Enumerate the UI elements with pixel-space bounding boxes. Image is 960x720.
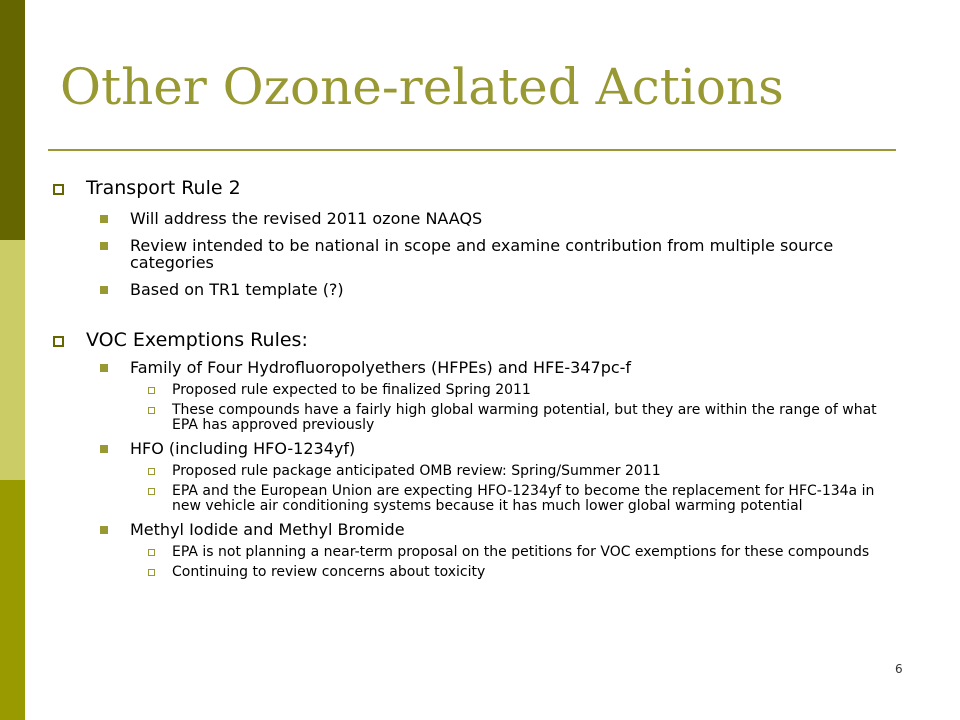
filled-square-bullet-icon (100, 242, 108, 250)
slide-content (48, 176, 903, 580)
title-divider (48, 149, 896, 151)
hollow-square-bullet-icon (148, 488, 155, 495)
list-item-text: Review intended to be national in scope and examine contribution from multiple source categories (130, 236, 834, 272)
sub-list-item (48, 403, 903, 433)
filled-square-bullet-icon (100, 364, 108, 372)
sub-list-item (48, 545, 903, 560)
sub-list-item-text: Proposed rule package anticipated OMB review: Spring/Summer 2011 (172, 463, 661, 479)
sub-list-item (48, 484, 903, 514)
list-item (48, 237, 903, 271)
page-number: 6 (895, 662, 903, 676)
sub-list-item-text: Proposed rule expected to be finalized Spring 2011 (172, 382, 531, 398)
hollow-square-bullet-icon (148, 407, 155, 414)
square-bullet-icon (53, 184, 64, 195)
filled-square-bullet-icon (100, 215, 108, 223)
filled-square-bullet-icon (100, 286, 108, 294)
sub-list-item-text: These compounds have a fairly high global warming potential, but they are within the range of what EPA has approved previously (172, 402, 877, 433)
side-band-top (0, 0, 25, 240)
section-heading (48, 328, 903, 352)
list-item-text: HFO (including HFO-1234yf) (130, 439, 356, 458)
section-heading-text: Transport Rule 2 (86, 177, 241, 199)
list-item (48, 359, 903, 376)
sub-list-item-text: EPA and the European Union are expecting HFO-1234yf to become the replacement for HFC-134a in new vehicle air conditioning systems because it has much lower global warming potential (172, 483, 875, 514)
list-item-text: Based on TR1 template (?) (130, 280, 344, 299)
hollow-square-bullet-icon (148, 387, 155, 394)
list-item (48, 210, 903, 227)
list-item (48, 521, 903, 538)
list-item-text: Methyl Iodide and Methyl Bromide (130, 520, 405, 539)
list-item-text: Family of Four Hydrofluoropolyethers (HFPEs) and HFE-347pc-f (130, 358, 632, 377)
list-item-text: Will address the revised 2011 ozone NAAQS (130, 209, 483, 228)
hollow-square-bullet-icon (148, 549, 155, 556)
sub-list-item-text: EPA is not planning a near-term proposal on the petitions for VOC exemptions for these compounds (172, 544, 870, 560)
filled-square-bullet-icon (100, 526, 108, 534)
side-band-middle (0, 240, 25, 480)
section-heading-text: VOC Exemptions Rules: (86, 329, 308, 351)
section-heading (48, 176, 903, 200)
square-bullet-icon (53, 336, 64, 347)
slide-title: Other Ozone-related Actions (60, 58, 784, 116)
list-item (48, 440, 903, 457)
filled-square-bullet-icon (100, 445, 108, 453)
side-band-bottom (0, 480, 25, 720)
hollow-square-bullet-icon (148, 569, 155, 576)
sub-list-item-text: Continuing to review concerns about toxicity (172, 564, 486, 580)
sub-list-item (48, 464, 903, 479)
sub-list-item (48, 565, 903, 580)
sub-list-item (48, 383, 903, 398)
list-item (48, 281, 903, 298)
hollow-square-bullet-icon (148, 468, 155, 475)
